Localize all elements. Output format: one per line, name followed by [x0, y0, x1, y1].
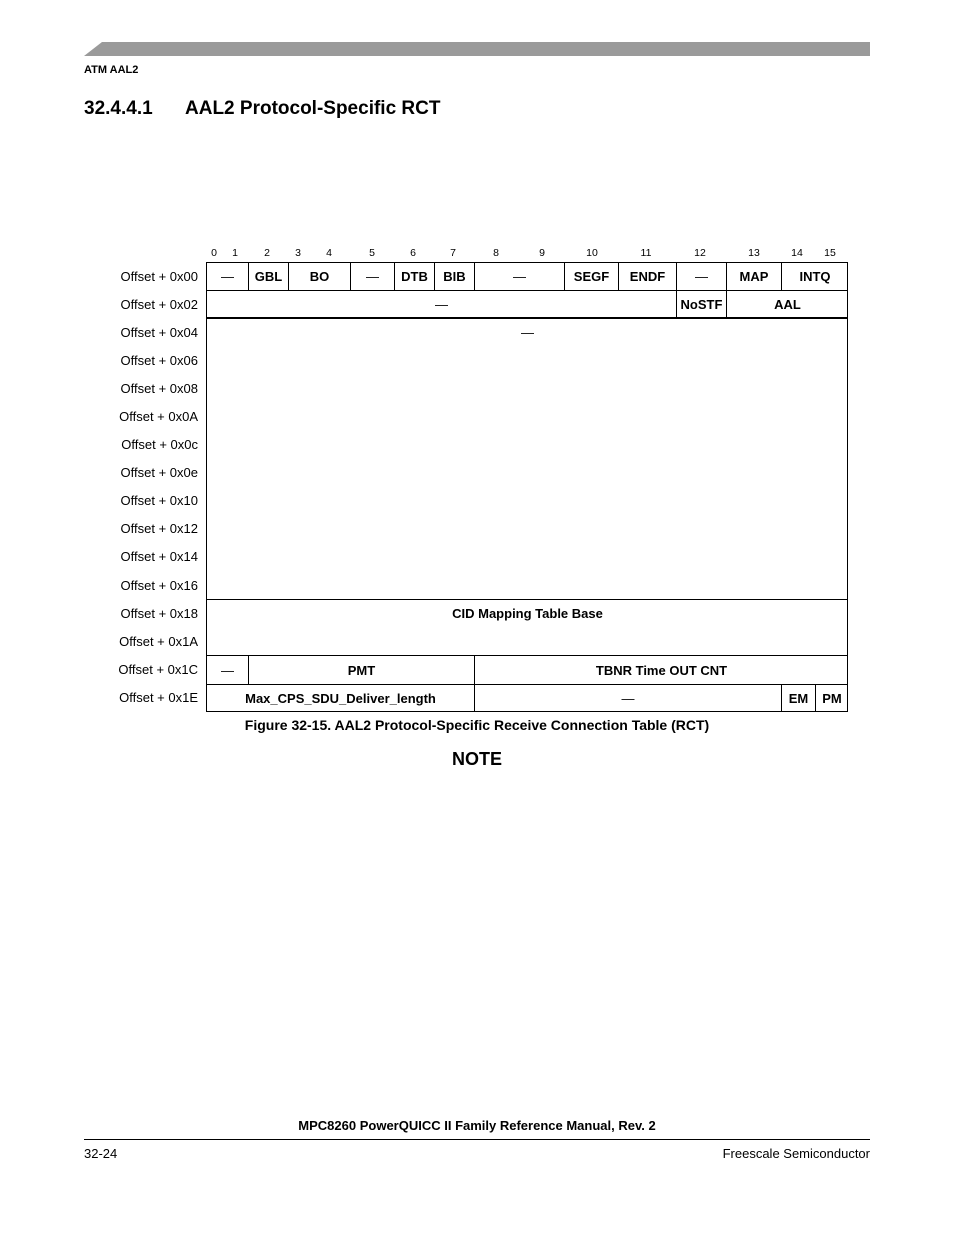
bit-number: 14: [791, 247, 803, 259]
field-nostf: NoSTF: [676, 290, 726, 318]
bit-number: 8: [493, 247, 499, 259]
bit-number: 4: [326, 247, 332, 259]
figure-caption: Figure 32-15. AAL2 Protocol-Specific Receive Connection Table (RCT): [244, 717, 710, 733]
offset-label: Offset + 0x1E: [119, 690, 198, 705]
footer-rule: [84, 1139, 870, 1140]
bit-number: 1: [232, 247, 238, 259]
offset-label: Offset + 0x08: [120, 381, 198, 396]
field-cid-mapping-table-base: CID Mapping Table Base: [206, 599, 848, 655]
page-number: 32-24: [84, 1146, 118, 1161]
bit-number: 11: [640, 247, 652, 259]
offset-label: Offset + 0x00: [120, 269, 198, 284]
bit-number: 5: [369, 247, 375, 259]
field-pm: PM: [815, 684, 848, 712]
offset-label: Offset + 0x1C: [118, 662, 198, 677]
running-head: ATM AAL2: [84, 64, 139, 76]
offset-label: Offset + 0x16: [120, 578, 198, 593]
bit-number: 15: [824, 247, 836, 259]
bit-number: 13: [748, 247, 760, 259]
bit-number: 7: [450, 247, 456, 259]
bit-number: 12: [694, 247, 706, 259]
reserved-field: —: [676, 262, 726, 290]
reserved-field: —: [206, 655, 248, 684]
section-divider: [206, 317, 848, 319]
field-map: MAP: [726, 262, 781, 290]
bit-number: 0: [211, 247, 217, 259]
offset-label: Offset + 0x1A: [119, 634, 198, 649]
field-bo: BO: [288, 262, 350, 290]
offset-label: Offset + 0x10: [120, 493, 198, 508]
bit-number: 10: [586, 247, 598, 259]
reserved-field: —: [350, 262, 394, 290]
bit-number: 9: [539, 247, 545, 259]
reserved-field: —: [474, 262, 564, 290]
field-bib: BIB: [434, 262, 474, 290]
bit-number: 6: [410, 247, 416, 259]
field-dtb: DTB: [394, 262, 434, 290]
field-gbl: GBL: [248, 262, 288, 290]
footer-title: MPC8260 PowerQUICC II Family Reference Manual, Rev. 2: [298, 1118, 656, 1133]
field-endf: ENDF: [618, 262, 676, 290]
offset-label: Offset + 0x0c: [121, 437, 198, 452]
offset-label: Offset + 0x14: [120, 549, 198, 564]
reserved-block: —: [206, 318, 848, 599]
note-heading: NOTE: [451, 749, 502, 769]
field-tbnr-time-out-cnt: TBNR Time OUT CNT: [474, 655, 848, 684]
field-max-cps-sdu-deliver-length: Max_CPS_SDU_Deliver_length: [206, 684, 474, 712]
offset-label: Offset + 0x0A: [119, 409, 198, 424]
header-bar: [84, 42, 870, 56]
bit-number: 2: [264, 247, 270, 259]
offset-label: Offset + 0x12: [120, 521, 198, 536]
reserved-field: —: [474, 684, 781, 712]
bit-number: 3: [295, 247, 301, 259]
section-title: AAL2 Protocol-Specific RCT: [185, 98, 441, 119]
field-em: EM: [781, 684, 815, 712]
footer-company: Freescale Semiconductor: [722, 1146, 870, 1161]
offset-label: Offset + 0x0e: [120, 465, 198, 480]
offset-label: Offset + 0x06: [120, 353, 198, 368]
offset-label: Offset + 0x04: [120, 325, 198, 340]
field-pmt: PMT: [248, 655, 474, 684]
rct-register-table: [206, 262, 848, 712]
offset-label: Offset + 0x02: [120, 297, 198, 312]
reserved-field: —: [206, 262, 248, 290]
section-number: 32.4.4.1: [84, 98, 153, 119]
field-aal: AAL: [726, 290, 848, 318]
reserved-field: —: [206, 290, 676, 318]
field-intq: INTQ: [781, 262, 848, 290]
section-heading: [84, 98, 440, 120]
offset-label: Offset + 0x18: [120, 606, 198, 621]
field-segf: SEGF: [564, 262, 618, 290]
